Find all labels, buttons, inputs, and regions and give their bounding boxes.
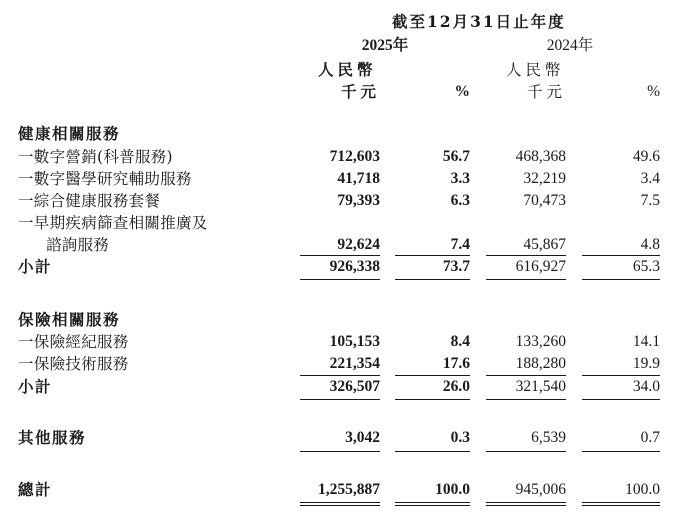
- other-services-label: 其他服務: [18, 428, 87, 447]
- cell-2025-percent: 8.4: [450, 333, 470, 350]
- percent-2025: %: [454, 83, 470, 100]
- total-2025-amount: 1,255,887: [318, 481, 380, 498]
- other-2024-amount: 6,539: [531, 429, 566, 446]
- double-rule-top: [486, 502, 566, 503]
- year-2025-header: 2025年: [361, 37, 409, 54]
- cell-2025-percent: 3.3: [450, 170, 470, 187]
- cell-2025-amount: 105,153: [329, 333, 380, 350]
- row-label-continued: 諮詢服務: [46, 236, 110, 254]
- cell-2025-percent: 7.4: [450, 236, 470, 253]
- total-2024-percent: 100.0: [625, 481, 660, 498]
- double-rule-top: [582, 502, 660, 503]
- row-label: 一數字營銷(科普服務): [18, 148, 173, 166]
- subtotal-label: 小計: [18, 377, 53, 396]
- cell-2025-amount: 712,603: [329, 148, 380, 165]
- cell-2024-percent: 19.9: [632, 355, 660, 372]
- total-label: 總計: [18, 480, 53, 499]
- currency-2024: 人民幣: [506, 61, 565, 79]
- subtotal-2025-percent: 73.7: [442, 258, 470, 275]
- double-rule-bottom: [300, 505, 380, 506]
- subtotal-2024-amount: 321,540: [515, 378, 566, 395]
- rule: [395, 399, 470, 400]
- unit-2025: 千元: [340, 82, 380, 101]
- rule: [582, 375, 660, 376]
- rule: [300, 399, 380, 400]
- double-rule-top: [395, 502, 470, 503]
- subtotal-2024-percent: 65.3: [632, 258, 660, 275]
- double-rule-top: [300, 502, 380, 503]
- double-rule-bottom: [395, 505, 470, 506]
- rule: [486, 399, 566, 400]
- unit-2024: 千元: [526, 83, 566, 101]
- section-title-insurance: 保險相關服務: [18, 310, 121, 329]
- double-rule-bottom: [486, 505, 566, 506]
- row-label: 一早期疾病篩查相關推廣及: [18, 214, 208, 232]
- rule: [300, 279, 380, 280]
- cell-2025-percent: 56.7: [442, 148, 470, 165]
- cell-2025-amount: 79,393: [337, 192, 380, 209]
- rule: [395, 255, 470, 256]
- rule: [582, 399, 660, 400]
- cell-2024-amount: 133,260: [515, 333, 566, 350]
- cell-2024-amount: 70,473: [523, 192, 566, 209]
- cell-2025-amount: 41,718: [337, 170, 380, 187]
- section-title-health: 健康相關服務: [18, 124, 121, 143]
- row-label: 一數字醫學研究輔助服務: [18, 170, 192, 188]
- cell-2024-amount: 468,368: [515, 148, 566, 165]
- cell-2024-percent: 4.8: [640, 236, 660, 253]
- rule: [486, 451, 566, 452]
- rule: [395, 279, 470, 280]
- row-label: 一保險技術服務: [18, 355, 129, 373]
- double-rule-bottom: [582, 505, 660, 506]
- rule: [582, 255, 660, 256]
- cell-2024-percent: 3.4: [640, 170, 660, 187]
- rule: [486, 255, 566, 256]
- currency-2025: 人民幣: [318, 60, 377, 79]
- rule: [395, 451, 470, 452]
- other-2025-percent: 0.3: [450, 429, 470, 446]
- other-2025-amount: 3,042: [345, 429, 380, 446]
- rule: [486, 279, 566, 280]
- rule: [300, 451, 380, 452]
- cell-2024-amount: 32,219: [523, 170, 566, 187]
- subtotal-2025-amount: 926,338: [329, 258, 380, 275]
- cell-2024-percent: 49.6: [632, 148, 660, 165]
- cell-2024-amount: 45,867: [523, 236, 566, 253]
- period-header: 截至12月31日止年度: [392, 12, 566, 31]
- cell-2024-percent: 14.1: [632, 333, 660, 350]
- row-label: 一綜合健康服務套餐: [18, 192, 161, 210]
- cell-2025-amount: 221,354: [329, 355, 380, 372]
- subtotal-2025-percent: 26.0: [442, 378, 470, 395]
- cell-2025-amount: 92,624: [337, 236, 380, 253]
- cell-2025-percent: 6.3: [450, 192, 470, 209]
- rule: [300, 375, 380, 376]
- cell-2024-percent: 7.5: [640, 192, 660, 209]
- subtotal-2024-percent: 34.0: [632, 378, 660, 395]
- rule: [486, 375, 566, 376]
- total-2024-amount: 945,006: [515, 481, 566, 498]
- subtotal-2025-amount: 326,507: [329, 378, 380, 395]
- year-2024-header: 2024年: [546, 37, 594, 54]
- other-2024-percent: 0.7: [640, 429, 660, 446]
- rule: [582, 279, 660, 280]
- percent-2024: %: [647, 83, 660, 100]
- row-label: 一保險經紀服務: [18, 333, 129, 351]
- rule: [582, 451, 660, 452]
- cell-2024-amount: 188,280: [515, 355, 566, 372]
- rule: [300, 255, 380, 256]
- rule: [395, 375, 470, 376]
- total-2025-percent: 100.0: [435, 481, 470, 498]
- cell-2025-percent: 17.6: [442, 355, 470, 372]
- subtotal-2024-amount: 616,927: [515, 258, 566, 275]
- subtotal-label: 小計: [18, 257, 53, 276]
